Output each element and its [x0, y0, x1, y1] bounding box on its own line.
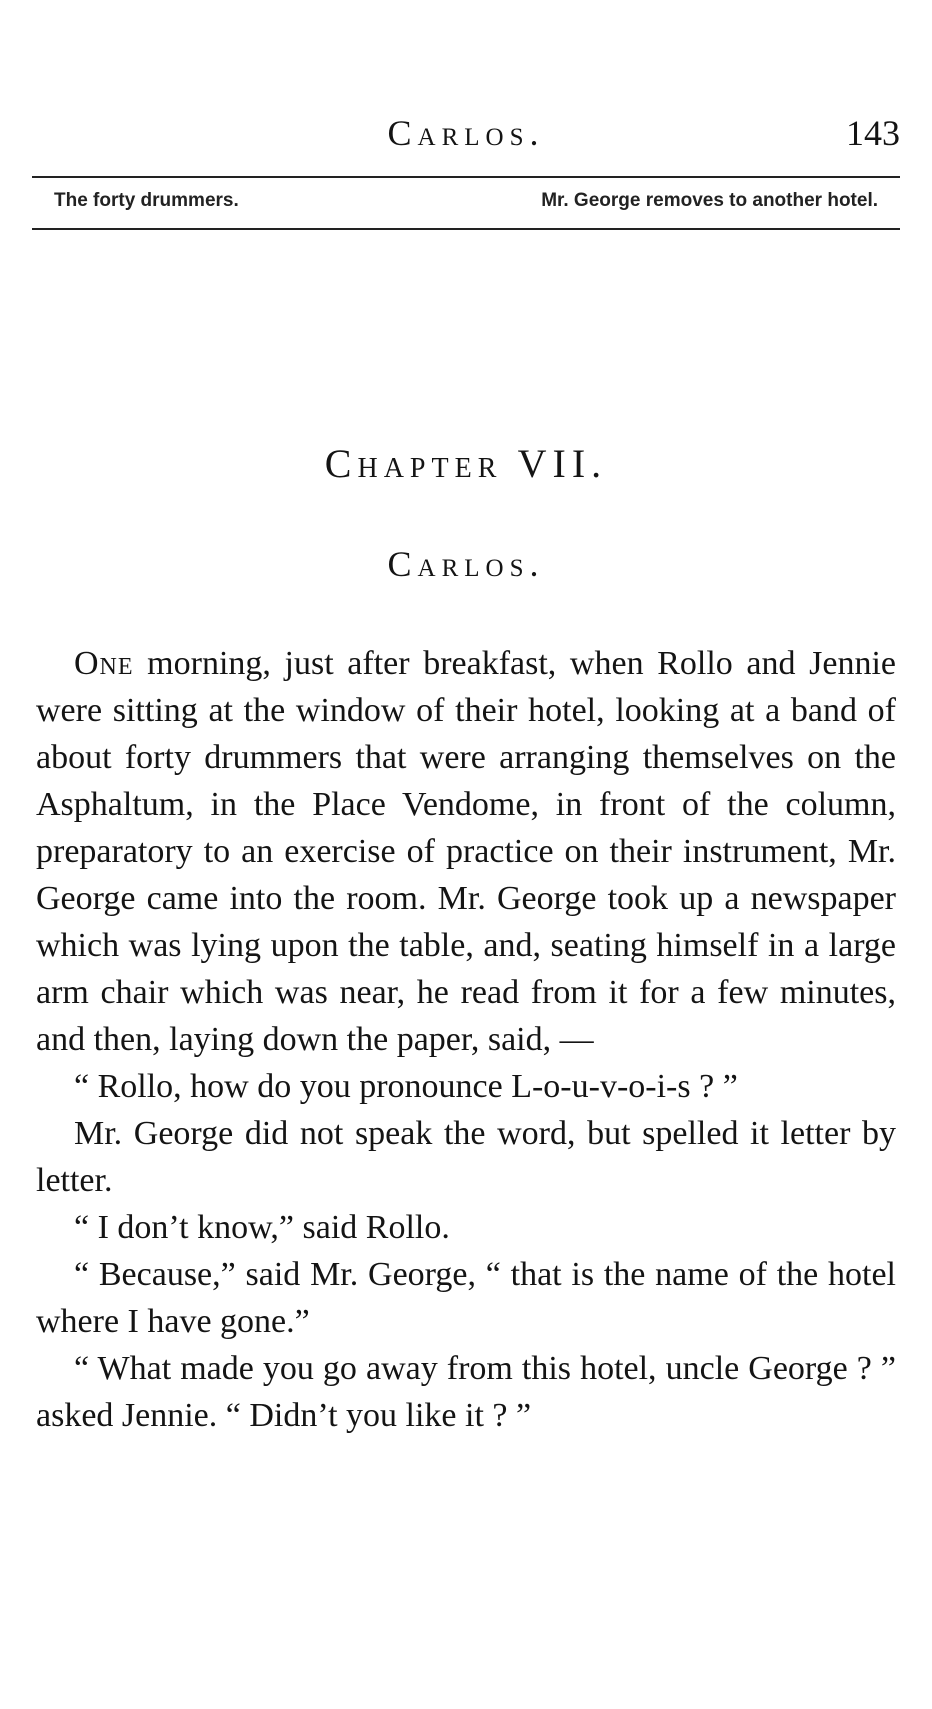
header-rule-bottom — [32, 228, 900, 230]
paragraph-4: “ I don’t know,” said Rollo. — [74, 1209, 450, 1246]
subhead-left: The forty drummers. — [54, 190, 239, 211]
running-head — [32, 112, 900, 172]
paragraph-1 — [36, 640, 896, 1063]
chapter-subtitle: Carlos. — [387, 544, 545, 584]
page-number: 143 — [846, 113, 900, 153]
lead-word: One — [74, 645, 134, 682]
paragraph-1-text: morning, just after breakfast, when Rollo and Jennie were sitting at the window of their hotel, looking at a band of about forty drummers that were arranging themselves on the Asphaltum, in the Place Vendome, in front of the column, preparatory to an exercise of practice on their instrument, Mr. George came into the room. Mr. George took up a newspaper which was lying upon the table, and, seating himself in a large arm chair which was near, he read from it for a few minutes, and then, laying down the paper, said, — — [36, 645, 896, 1058]
paragraph-3: Mr. George did not speak the word, but spelled it letter by letter. — [36, 1115, 896, 1199]
paragraph-6: “ What made you go away from this hotel, uncle George ? ” asked Jennie. “ Didn’t you like it ? ” — [36, 1350, 896, 1434]
paragraph-2: “ Rollo, how do you pronounce L-o-u-v-o-i-s ? ” — [74, 1068, 738, 1105]
subhead-right: Mr. George removes to another hotel. — [541, 190, 878, 211]
body-text — [36, 640, 896, 1439]
running-title: Carlos. — [387, 113, 545, 153]
header-rule-top — [32, 176, 900, 178]
paragraph-5: “ Because,” said Mr. George, “ that is the name of the hotel where I have gone.” — [36, 1256, 896, 1340]
chapter-title: Chapter VII. — [324, 441, 608, 486]
